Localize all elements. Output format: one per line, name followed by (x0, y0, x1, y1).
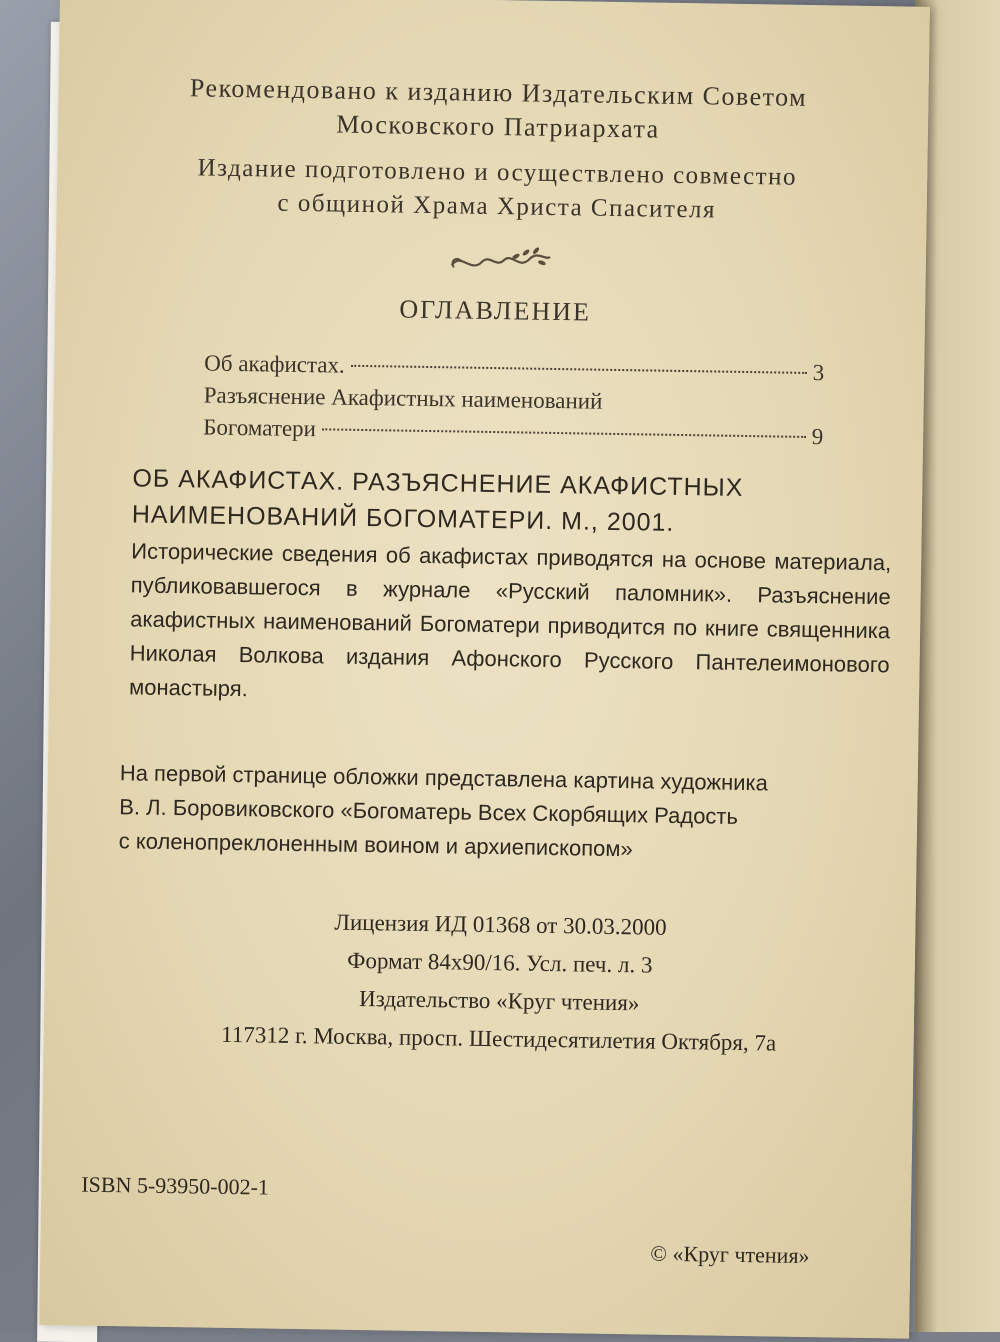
toc-title: ОГЛАВЛЕНИЕ (399, 294, 592, 327)
toc-entry-label-line-2: Богоматери (203, 414, 317, 442)
adjacent-page-edge (915, 0, 1000, 1332)
edition-note-block (117, 150, 878, 230)
copyright-notice: © «Круг чтения» (650, 1240, 810, 1269)
cover-note-paragraph (118, 756, 900, 870)
table-of-contents (203, 347, 824, 453)
toc-entry-label-line-1: Разъяснение Акафистных наименований (203, 382, 603, 414)
page-content (39, 0, 930, 1339)
bibliographic-title (132, 460, 893, 544)
toc-entry-page: 3 (812, 360, 825, 386)
bibliographic-title-line-1: ОБ АКАФИСТАХ. РАЗЪЯСНЕНИЕ АКАФИСТНЫХ (132, 464, 744, 502)
toc-entry-page: 9 (811, 424, 824, 450)
imprint-block (173, 901, 825, 1063)
book-page (39, 0, 930, 1339)
recommendation-line-1: Рекомендовано к изданию Издательским Советом (189, 73, 808, 112)
bibliographic-title-line-2: НАИМЕНОВАНИЙ БОГОМАТЕРИ. М., 2001. (131, 500, 675, 537)
address-line: 117312 г. Москва, просп. Шестидесятилетия Октября, 7а (220, 1021, 777, 1056)
ornament-icon (446, 243, 557, 281)
recommendation-line-2: Московского Патриархата (336, 109, 660, 144)
toc-entry-label: Об акафистах. (204, 350, 345, 378)
toc-leader-dots (322, 428, 806, 438)
recommendation-block (118, 70, 879, 150)
isbn-number: ISBN 5-93950-002-1 (81, 1171, 270, 1200)
format-line: Формат 84х90/16. Усл. печ. л. 3 (347, 947, 653, 978)
annotation-paragraph: Исторические сведения об акафистах приводятся на основе материала, публиковавшегося в журнале «Русский паломник». Разъяснение акафистных наименований Богоматери приводится по книге священника Николая Волкова издания Афонского Русского Пантелеимонового монастыря. (128, 538, 892, 702)
edition-note-line-1: Издание подготовлено и осуществлено совместно (197, 154, 798, 191)
cover-note-line-2: В. Л. Боровиковского «Богоматерь Всех Скорбящих Радость (119, 794, 739, 829)
edition-note-line-2: с общиной Храма Христа Спасителя (277, 189, 717, 224)
license-line: Лицензия ИД 01368 от 30.03.2000 (334, 909, 667, 940)
cover-note-line-1: На первой странице обложки представлена картина художника (119, 760, 769, 796)
toc-leader-dots (351, 365, 807, 374)
publisher-line: Издательство «Круг чтения» (358, 985, 640, 1016)
cover-note-line-3: с коленопреклоненным воином и архиепископом» (118, 828, 633, 862)
